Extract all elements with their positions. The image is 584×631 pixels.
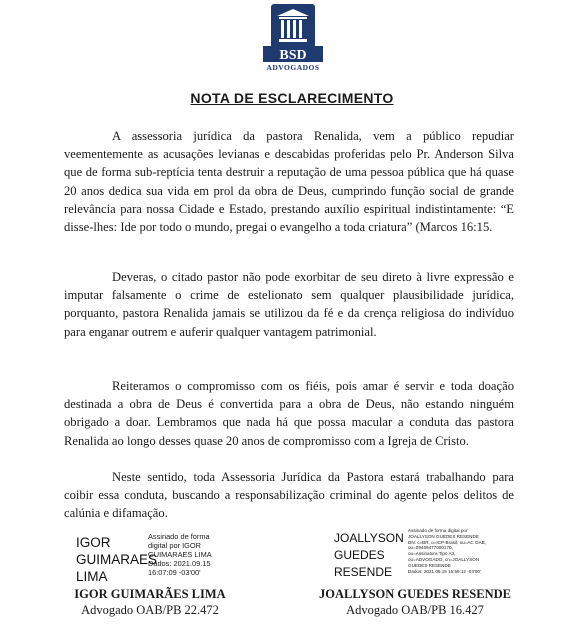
digital-signature-details: Assinado de forma digital por JOALLYSON GUEDES RESENDE DN: c=BR, o=ICP-Brasil, ou=AC OAB, ou=09469477000170, ou=Assinatura Tipo A3, ou=ADVOGADO, cn=JOALLYSON GUEDES RESENDE Dados: 2021.09.15 15:59:12 -03'00'	[408, 528, 486, 574]
paragraph-3: Reiteramos o compromisso com os fiéis, pois amar é servir e toda doação destinada a obra de Deus é convertida para a obra de Deus, não estando ninguém obrigado a doar. Lembramos que nada há que possa macular a conduta das pastora Renalida ao longo desses quase 20 anos de compromisso com a Igreja de Cristo.	[64, 379, 514, 448]
signer-registration: Advogado OAB/PB 16.427	[346, 603, 484, 617]
signer-registration: Advogado OAB/PB 22.472	[81, 603, 219, 617]
digital-signature-details: Assinado de forma digital por IGOR GUIMARAES LIMA Dados: 2021.09.15 16:07:09 -03'00'	[148, 532, 212, 577]
paragraph-1: A assessoria jurídica da pastora Renalida, vem a público repudiar veementemente as acusações levianas e descabidas proferidas pelo Pr. Anderson Silva que de forma sub-reptícia tenta destruir a reputação de uma pessoa pública que há quase 20 anos dedica sua vida em prol da obra de Deus, cumprindo função social de grande relevância para nossa Cidade e Estado, prestando auxílio espiritual indistintamente: “E disse-lhes: Ide por todo o mundo, pregai o evangelho a toda criatura” (Marcos 16:15.	[64, 129, 514, 235]
document-title: NOTA DE ESCLARECIMENTO	[190, 90, 394, 106]
firm-name-logotype	[263, 46, 323, 62]
signer-name: JOALLYSON GUEDES RESENDE	[319, 587, 511, 601]
signer-right	[305, 586, 525, 618]
digital-signature-name: JOALLYSON GUEDES RESENDE	[334, 531, 404, 579]
firm-subtitle: ADVOGADOS	[266, 63, 320, 72]
paragraph-2: Deveras, o citado pastor não pode exorbitar de seu direto à livre expressão e imputar falsamente o crime de estelionato sem qualquer plausibilidade jurídica, porquanto, pastora Renalida jamais se utilizou da fé e da crença religiosa do indivíduo para enganar outrem e auferir qualquer vantagem patrimonial.	[64, 270, 514, 339]
digital-signature-name: IGOR GUIMARAES LIMA	[76, 535, 158, 584]
columns-logo-icon	[271, 4, 315, 48]
signer-left	[50, 586, 250, 618]
firm-logo	[258, 4, 328, 78]
svg-text:BSD: BSD	[279, 48, 307, 62]
signer-name: IGOR GUIMARÃES LIMA	[74, 587, 226, 601]
paragraph-4: Neste sentido, toda Assessoria Jurídica da Pastora estará trabalhando para coibir essa conduta, buscando a responsabilização criminal do agente pelos delitos de calúnia e difamação.	[64, 470, 514, 521]
